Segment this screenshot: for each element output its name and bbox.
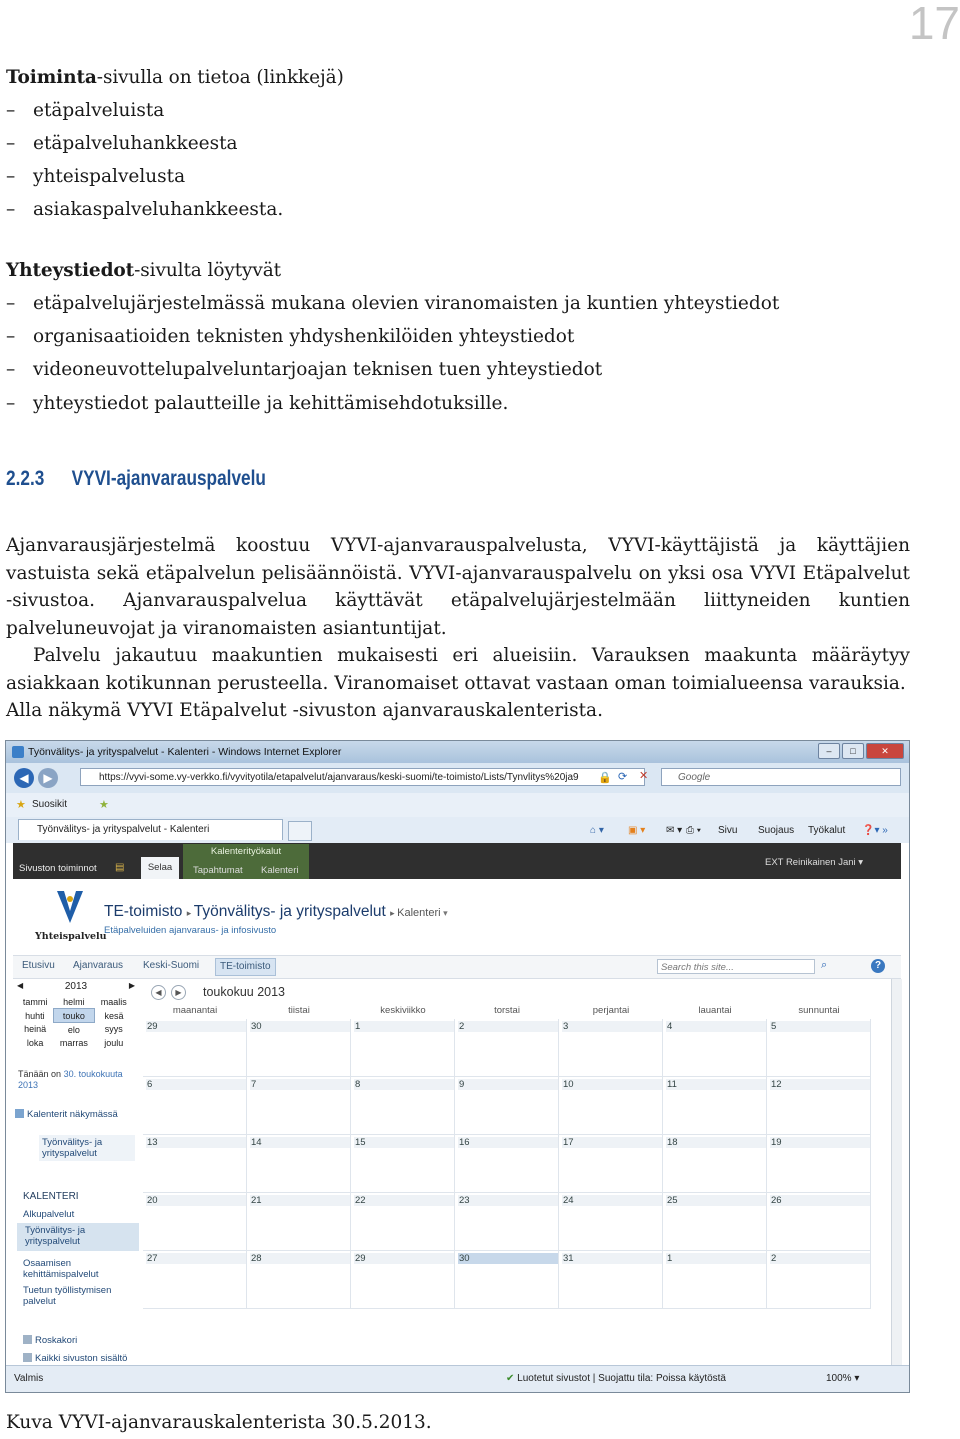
day-number: 12 xyxy=(770,1079,870,1090)
mini-month[interactable]: marras xyxy=(59,1037,88,1048)
nav-etusivu[interactable]: Etusivu xyxy=(22,960,55,971)
zoom-level[interactable]: 100% ▾ xyxy=(826,1373,860,1384)
paragraph: Alla näkymä VYVI Etäpalvelut -sivuston ajanvarauskalenterista. xyxy=(6,700,603,721)
prev-month-icon[interactable]: ◀ xyxy=(151,985,166,1000)
close-icon[interactable]: ✕ xyxy=(866,743,904,759)
tools-menu[interactable]: Työkalut xyxy=(808,825,846,836)
calendar-day-cell[interactable] xyxy=(351,1077,455,1135)
recycle-bin-icon xyxy=(23,1335,32,1344)
mini-month[interactable]: joulu xyxy=(104,1037,124,1048)
day-number: 2 xyxy=(770,1253,870,1264)
mail-icon[interactable]: ✉ ▾ xyxy=(666,825,683,836)
favorites-button[interactable]: Suosikit xyxy=(32,799,68,810)
month-title: toukokuu 2013 xyxy=(203,985,286,999)
weekday-4: perjantai xyxy=(592,1005,630,1016)
home-icon[interactable]: ⌂ ▾ xyxy=(590,825,604,836)
calendar-day-cell[interactable] xyxy=(559,1077,663,1135)
site-logo xyxy=(35,889,105,947)
calendar-icon xyxy=(15,1109,24,1118)
calendar-day-cell[interactable] xyxy=(455,1193,559,1251)
nav-ajanvaraus[interactable]: Ajanvaraus xyxy=(73,960,124,971)
nav-te-toimisto[interactable]: TE-toimisto xyxy=(215,958,276,976)
rss-icon[interactable]: ▣ ▾ xyxy=(628,825,646,836)
paragraph: Ajanvarausjärjestelmä koostuu VYVI-ajanvarauspalvelusta, VYVI-käyttäjistä ja käyttäjien vastuista sekä etäpalvelun pelisäännöistä. VYVI-ajanvarauspalvelu on yksi osa VYVI Etäpalvelut -sivustoa. Ajanvarauspalvelua käyttävät etäpalvelujärjestelmään liittyneiden kuntien palveluneuvojat ja viranomaisten asiantuntijat. xyxy=(6,535,910,639)
mini-month[interactable]: maalis xyxy=(100,996,127,1007)
calendar-day-cell[interactable] xyxy=(663,1251,767,1309)
left-nav-osaamisen[interactable]: Osaamisen kehittämispalvelut xyxy=(23,1258,99,1280)
logo-v-icon xyxy=(55,889,85,927)
context-group-label: Kalenterityökalut xyxy=(210,846,282,857)
calendar-day-cell[interactable] xyxy=(663,1135,767,1193)
page-number: 17 xyxy=(908,0,960,49)
list-item: – etäpalveluista xyxy=(6,100,165,121)
mini-calendar xyxy=(17,981,135,1049)
day-number: 25 xyxy=(666,1195,766,1206)
day-number: 29 xyxy=(354,1253,454,1264)
calendar-day-cell[interactable] xyxy=(559,1019,663,1077)
all-content-icon xyxy=(23,1353,32,1362)
section2-lead: Yhteystiedot-sivulta löytyvät xyxy=(6,260,282,281)
address-bar xyxy=(6,763,909,793)
day-number: 26 xyxy=(770,1195,870,1206)
weekday-6: sunnuntai xyxy=(798,1005,840,1016)
browser-tab[interactable]: Työnvälitys- ja yrityspalvelut - Kalenteri xyxy=(18,819,283,840)
site-help-icon[interactable]: ? xyxy=(871,959,885,973)
back-icon[interactable]: ◀ xyxy=(14,768,34,788)
status-text: Valmis xyxy=(14,1373,44,1384)
browser-search-input[interactable]: Google xyxy=(661,768,901,786)
list-item: – asiakaspalveluhankkeesta. xyxy=(6,199,284,220)
top-navigation xyxy=(13,955,901,979)
calendar-screenshot xyxy=(5,740,910,1393)
today-link[interactable]: 30. toukokuuta 2013 xyxy=(18,1069,123,1090)
day-number: 2 xyxy=(458,1021,558,1032)
mini-month[interactable]: kesä xyxy=(104,1010,124,1021)
minimize-icon[interactable]: – xyxy=(818,743,840,759)
list-item: – etäpalveluhankkeesta xyxy=(6,133,238,154)
tab-events[interactable]: Tapahtumat xyxy=(193,865,243,876)
breadcrumb-tyonvalitys[interactable]: Työnvälitys- ja yrityspalvelut xyxy=(193,903,386,920)
mini-month[interactable]: elo xyxy=(67,1024,80,1035)
calendar-day-cell[interactable] xyxy=(767,1251,871,1309)
weekday-2: keskiviikko xyxy=(380,1005,426,1016)
left-nav-tuetun[interactable]: Tuetun työllistymisen palvelut xyxy=(23,1285,112,1307)
calendar-day-cell[interactable] xyxy=(143,1193,247,1251)
left-section-heading: KALENTERI xyxy=(23,1191,79,1202)
next-month-icon[interactable]: ▶ xyxy=(171,985,186,1000)
mini-month-current[interactable]: touko xyxy=(53,1009,94,1023)
weekday-5: lauantai xyxy=(698,1005,732,1016)
calendar-day-cell[interactable] xyxy=(767,1135,871,1193)
calendar-day-cell[interactable] xyxy=(559,1135,663,1193)
day-number: 10 xyxy=(562,1079,662,1090)
day-number: 9 xyxy=(458,1079,558,1090)
refresh-icon[interactable]: ⟳ xyxy=(618,771,628,783)
tab-calendar[interactable]: Kalenteri xyxy=(261,865,299,876)
day-number: 21 xyxy=(250,1195,350,1206)
weekday-header xyxy=(143,1005,895,1017)
mini-month[interactable]: loka xyxy=(26,1037,44,1048)
site-subtitle: Etäpalveluiden ajanvaraus- ja infosivusto xyxy=(104,925,277,936)
day-number: 8 xyxy=(354,1079,454,1090)
navigate-up-icon[interactable]: ▤ xyxy=(115,862,125,873)
day-number: 7 xyxy=(250,1079,350,1090)
nav-keski-suomi[interactable]: Keski-Suomi xyxy=(143,960,200,971)
calendar-day-cell[interactable] xyxy=(767,1193,871,1251)
maximize-icon[interactable]: □ xyxy=(842,743,864,759)
day-number: 6 xyxy=(146,1079,246,1090)
calendar-day-cell[interactable] xyxy=(247,1251,351,1309)
calendar-view xyxy=(143,979,895,1387)
list-item: – yhteystiedot palautteille ja kehittämisehdotuksille. xyxy=(6,393,509,414)
calendar-day-cell[interactable] xyxy=(247,1135,351,1193)
day-number: 24 xyxy=(562,1195,662,1206)
day-number: 5 xyxy=(770,1021,870,1032)
lock-icon: 🔒 xyxy=(598,772,612,784)
new-tab-button[interactable] xyxy=(288,821,312,841)
day-number: 30 xyxy=(458,1253,558,1264)
help-icon[interactable]: ❓▾ » xyxy=(862,825,888,836)
left-panel xyxy=(13,979,140,1387)
calendar-day-cell[interactable] xyxy=(143,1077,247,1135)
day-number: 3 xyxy=(562,1021,662,1032)
prev-year-icon[interactable]: ◀ xyxy=(17,981,24,990)
calendar-day-cell[interactable] xyxy=(351,1193,455,1251)
calendar-day-cell[interactable] xyxy=(247,1019,351,1077)
calendar-day-cell[interactable] xyxy=(559,1193,663,1251)
mini-month[interactable]: syys xyxy=(104,1024,123,1035)
calendar-day-cell[interactable] xyxy=(663,1193,767,1251)
breadcrumb-te-toimisto[interactable]: TE-toimisto xyxy=(104,903,183,920)
calendar-day-cell[interactable] xyxy=(247,1077,351,1135)
calendar-day-cell[interactable] xyxy=(455,1077,559,1135)
stop-icon[interactable]: ✕ xyxy=(639,770,649,782)
section1-lead: Toiminta-sivulla on tietoa (linkkejä) xyxy=(6,67,344,88)
mini-year: 2013 xyxy=(64,981,88,992)
today-text: Tänään on 30. toukokuuta 2013 xyxy=(18,1069,123,1090)
safety-menu[interactable]: Suojaus xyxy=(758,825,795,836)
list-item: – etäpalvelujärjestelmässä mukana olevien viranomaisten ja kuntien yhteystiedot xyxy=(6,293,780,314)
next-year-icon[interactable]: ▶ xyxy=(128,981,135,990)
scrollbar[interactable] xyxy=(891,979,902,1387)
day-number: 28 xyxy=(250,1253,350,1264)
page-menu[interactable]: Sivu xyxy=(718,825,738,836)
sharepoint-ribbon xyxy=(13,843,901,879)
logo-text: Yhteispalvelu xyxy=(35,931,107,942)
day-number: 18 xyxy=(666,1137,766,1148)
figure-caption: Kuva VYVI-ajanvarauskalenterista 30.5.2013. xyxy=(6,1412,432,1433)
weekday-1: tiistai xyxy=(288,1005,310,1016)
day-number: 17 xyxy=(562,1137,662,1148)
calendar-day-cell[interactable] xyxy=(663,1077,767,1135)
calendar-day-cell[interactable] xyxy=(143,1019,247,1077)
breadcrumb-kalenteri[interactable]: Kalenteri xyxy=(397,907,441,919)
calendar-day-cell[interactable] xyxy=(767,1019,871,1077)
paragraph: Palvelu jakautuu maakuntien mukaisesti eri alueisiin. Varauksen maakunta määräytyy asiakkaan kotikunnan perusteella. Viranomaiset ottavat vastaan oman toimialueensa varauksia. xyxy=(6,645,910,694)
day-number: 30 xyxy=(250,1021,350,1032)
url-field[interactable]: https://vyvi-some.vy-verkko.fi/vyvityotila/etapalvelut/ajanvaraus/keski-suomi/te-toimisto/Lists/Tynvlitys%20ja9 xyxy=(80,768,645,786)
zone-status: ✔ Luotetut sivustot | Suojattu tila: Poissa käytöstä xyxy=(506,1373,726,1384)
calendar-day-cell[interactable] xyxy=(455,1251,559,1309)
window-titlebar xyxy=(6,741,909,763)
print-icon[interactable]: ⎙ ▾ xyxy=(686,825,701,836)
window-title: Työnvälitys- ja yrityspalvelut - Kalenteri - Windows Internet Explorer xyxy=(28,746,342,758)
search-icon[interactable]: ⌕ xyxy=(821,959,828,971)
day-number: 22 xyxy=(354,1195,454,1206)
site-actions-menu[interactable]: Sivuston toiminnot xyxy=(19,863,97,874)
day-number: 23 xyxy=(458,1195,558,1206)
mini-month-grid xyxy=(17,995,133,1049)
calendar-day-cell[interactable] xyxy=(559,1251,663,1309)
day-number: 14 xyxy=(250,1137,350,1148)
site-content xyxy=(13,879,901,1387)
mini-calendar-header xyxy=(17,981,135,995)
weekday-3: torstai xyxy=(494,1005,520,1016)
day-number: 15 xyxy=(354,1137,454,1148)
user-menu[interactable]: EXT Reinikainen Jani ▾ xyxy=(765,857,864,868)
list-item: – organisaatioiden teknisten yhdyshenkilöiden yhteystiedot xyxy=(6,326,575,347)
mini-month[interactable]: tammi xyxy=(22,996,48,1007)
left-nav-alkupalvelut[interactable]: Alkupalvelut xyxy=(23,1209,75,1220)
day-number: 11 xyxy=(666,1079,766,1090)
calendar-day-cell[interactable] xyxy=(767,1077,871,1135)
day-number: 20 xyxy=(146,1195,246,1206)
month-grid xyxy=(143,1019,871,1369)
left-nav-tyonvalitys[interactable]: Työnvälitys- ja yrityspalvelut xyxy=(17,1223,139,1251)
calendars-in-view-link[interactable]: Kalenterit näkymässä xyxy=(15,1109,135,1120)
day-number: 1 xyxy=(354,1021,454,1032)
day-number: 4 xyxy=(666,1021,766,1032)
calendar-day-cell[interactable] xyxy=(455,1019,559,1077)
mini-month[interactable]: helmi xyxy=(63,996,85,1007)
calendar-item[interactable]: Työnvälitys- ja yrityspalvelut xyxy=(39,1135,135,1161)
add-favorite-icon[interactable]: ★ xyxy=(99,799,109,811)
calendar-day-cell[interactable] xyxy=(351,1019,455,1077)
forward-icon[interactable]: ▶ xyxy=(38,768,58,788)
day-number: 16 xyxy=(458,1137,558,1148)
mini-month[interactable]: heinä xyxy=(24,1024,47,1035)
all-content-link[interactable]: Kaikki sivuston sisältö xyxy=(23,1353,133,1364)
section-heading: 2.2.3 VYVI-ajanvarauspalvelu xyxy=(6,467,266,490)
calendar-day-cell[interactable] xyxy=(455,1135,559,1193)
site-title: TE-toimisto ▸ Työnvälitys- ja yrityspalvelut ▸ Kalenteri ▾ xyxy=(104,903,448,920)
day-number: 13 xyxy=(146,1137,246,1148)
calendar-day-cell[interactable] xyxy=(351,1251,455,1309)
star-icon: ★ xyxy=(16,799,26,811)
ie-icon xyxy=(12,746,24,758)
day-number: 27 xyxy=(146,1253,246,1264)
recycle-bin-link[interactable]: Roskakori xyxy=(23,1335,77,1346)
day-number: 31 xyxy=(562,1253,662,1264)
mini-month[interactable]: huhti xyxy=(25,1010,45,1021)
day-number: 19 xyxy=(770,1137,870,1148)
check-icon: ✔ xyxy=(506,1373,515,1384)
calendar-day-cell[interactable] xyxy=(143,1135,247,1193)
list-item: – videoneuvottelupalveluntarjoajan teknisen tuen yhteystiedot xyxy=(6,359,603,380)
calendar-day-cell[interactable] xyxy=(143,1251,247,1309)
list-item: – yhteispalvelusta xyxy=(6,166,186,187)
calendar-day-cell[interactable] xyxy=(247,1193,351,1251)
day-number: 1 xyxy=(666,1253,766,1264)
tab-browse[interactable]: Selaa xyxy=(141,857,179,879)
status-bar xyxy=(6,1365,909,1392)
tab-row xyxy=(6,817,909,843)
weekday-0: maanantai xyxy=(172,1005,218,1016)
calendar-day-cell[interactable] xyxy=(663,1019,767,1077)
site-search-input[interactable]: Search this site... xyxy=(657,959,815,974)
favorites-bar xyxy=(6,793,909,818)
day-number: 29 xyxy=(146,1021,246,1032)
calendar-day-cell[interactable] xyxy=(351,1135,455,1193)
